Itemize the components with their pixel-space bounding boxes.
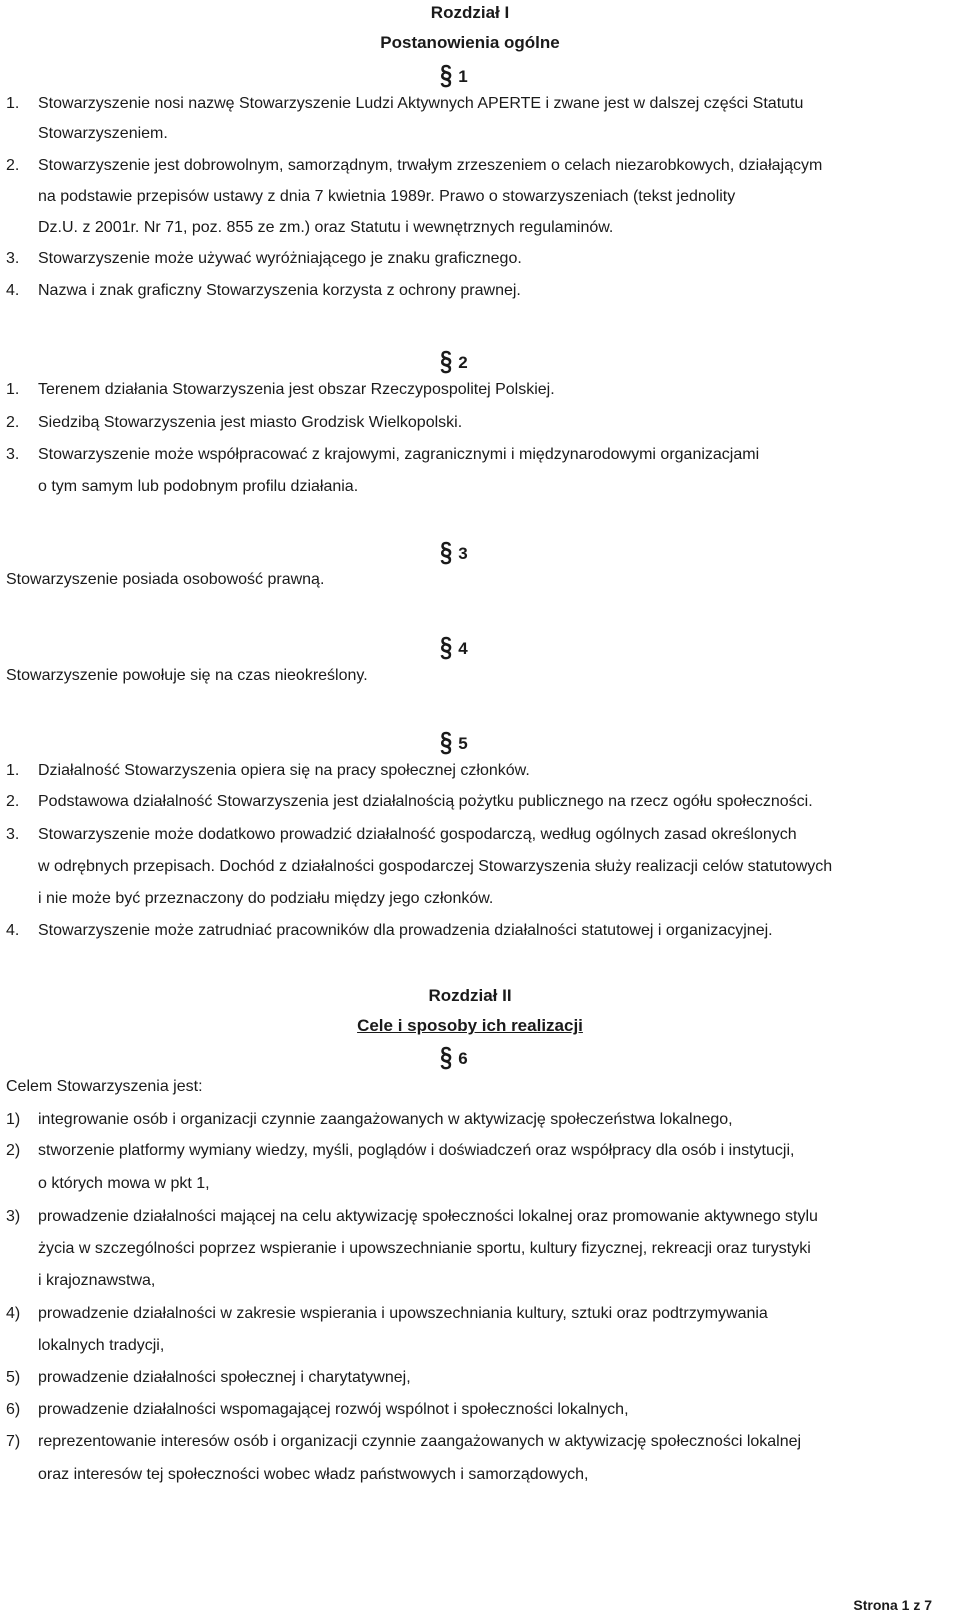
paragraph: Stowarzyszenie powołuje się na czas nieokreślony. — [6, 667, 368, 684]
section-heading-1: § 1 — [440, 58, 468, 90]
section-heading-2: § 2 — [440, 344, 468, 376]
page-number: Strona 1 z 7 — [853, 1597, 932, 1613]
section-heading-6: § 6 — [440, 1040, 468, 1072]
chapter-subtitle: Cele i sposoby ich realizacji — [357, 1016, 583, 1035]
chapter-title: Rozdział II — [428, 986, 512, 1005]
section-heading-4: § 4 — [440, 630, 468, 662]
paragraph: Stowarzyszenie posiada osobowość prawną. — [6, 571, 325, 588]
section-heading-5: § 5 — [440, 725, 468, 757]
chapter-subtitle: Postanowienia ogólne — [380, 33, 560, 52]
section-heading-3: § 3 — [440, 535, 468, 567]
chapter-title: Rozdział I — [430, 3, 510, 22]
document-page: Rozdział I Postanowienia ogólne § 1 1. Stowarzyszenie nosi nazwę Stowarzyszenie Ludzi Aktywnych APERTE i zwane jest w dalszej części Statutu Stowarzyszeniem. 2. Stowarzyszenie jest dobrowolnym, samorządnym, trwałym zrzeszeniem o celach niezarobkowych, działającym na podstawie przepisów ustawy z dnia 7 kwietnia 1989r. Prawo o stowarzyszeniach (tekst jednolity Dz.U. z 2001r. Nr 71, poz. 855 ze zm.) oraz Statutu i wewnętrznych regulaminów. 3. Stowarzyszenie może używać wyróżniającego je znaku graficznego. 4. Nazwa i znak graficzny Stowarzyszenia korzysta z ochrony prawnej. § 2 1. Terenem działania Stowarzyszenia jest obszar Rzeczypospolitej Polskiej. 2. Siedzibą Stowarzyszenia jest miasto Grodzisk Wielkopolski. 3. Stowarzyszenie może współpracować z krajowymi, zagranicznymi i międzynarodowymi organizacjami o tym samym lub podobnym profilu działania. § 3 Stowarzyszenie posiada osobowość prawną. § 4 Stowarzyszenie powołuje się na czas nieokreślony. § 5 1. Działalność Stowarzyszenia opiera się na pracy społecznej członków. 2. Podstawowa działalność Stowarzyszenia jest działalnością pożytku publicznego na rzecz ogółu społeczności. 3. Stowarzyszenie może dodatkowo prowadzić działalność gospodarczą, według ogólnych zasad określonych w odrębnych przepisach. Dochód z działalności gospodarczej Stowarzyszenia służy realizacji celów statutowych i nie może być przeznaczony do podziału między jego członków. 4. Stowarzyszenie może zatrudniać pracowników dla prowadzenia działalności statutowej i organizacyjnej. Rozdział II Cele i sposoby ich realizacji § 6 Celem Stowarzyszenia jest: 1) integrowanie osób i organizacji czynnie zaangażowanych w aktywizację społeczeństwa lokalnego, 2) stworzenie platformy wymiany wiedzy, myśli, poglądów i doświadczeń oraz współpracy dla osób i instytucji, o których mowa w pkt 1, 3) prowadzenie działalności mającej na celu aktywizację społeczności lokalnej oraz promowanie aktywnego stylu życia w szczególności poprzez wspieranie i upowszechnianie sportu, kultury fizycznej, rekreacji oraz turystyki i krajoznawstwa, 4) prowadzenie działalności w zakresie wspierania i upowszechniania kultury, sztuki oraz podtrzymywania lokalnych tradycji, 5) prowadzenie działalności społecznej i charytatywnej, 6) prowadzenie działalności wspomagającej rozwój wspólnot i społeczności lokalnych, 7) reprezentowanie interesów osób i organizacji czynnie zaangażowanych w aktywizację społeczności lokalnej oraz interesów tej społeczności wobec władz państwowych i samorządowych, Strona 1 z 7 — [0, 0, 960, 1621]
paragraph-intro: Celem Stowarzyszenia jest: — [6, 1078, 203, 1095]
